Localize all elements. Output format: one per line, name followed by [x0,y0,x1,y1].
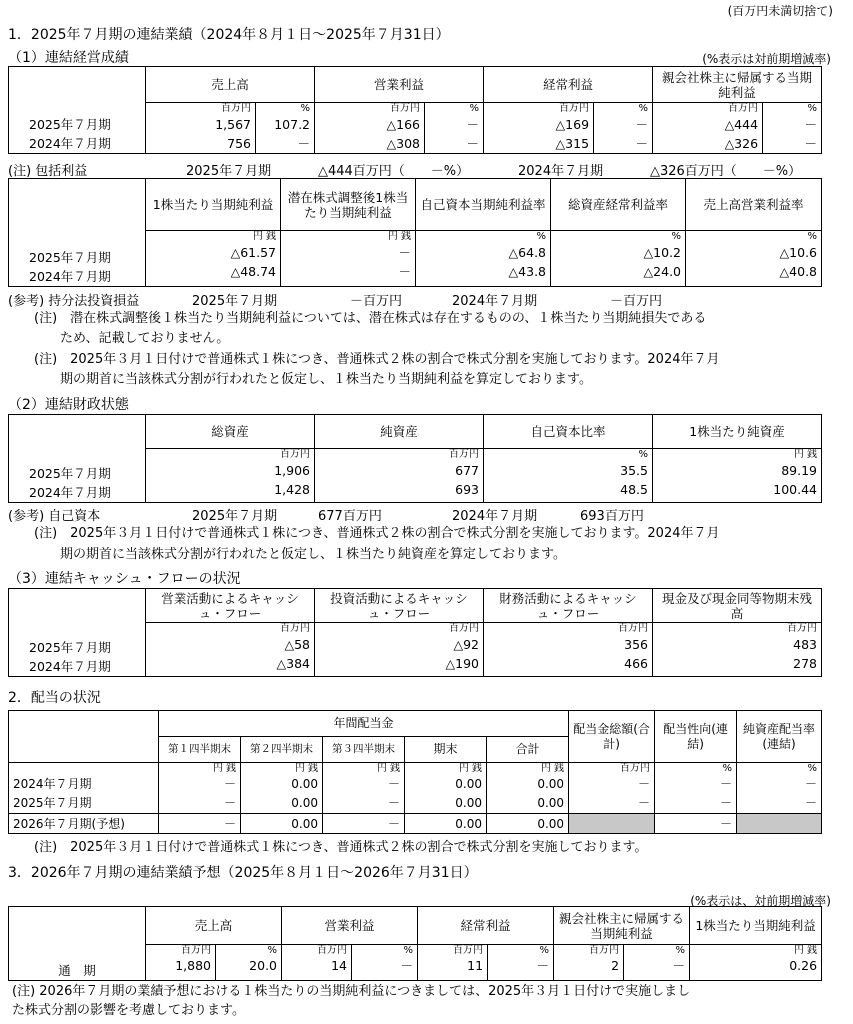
equity-year1: 2025年７月期 [192,509,278,524]
header-ordinary-income: 経常利益 [418,907,554,945]
unit-label: 百万円 [620,763,651,774]
cell-value: 107.2 [274,117,311,132]
corner-cell [9,67,146,103]
cell-value: △166 [386,117,421,132]
note-diluted-eps-2: ため、記載しておりません。 [60,331,230,346]
unit-label: 円 銭 [458,763,482,774]
unit-label: 百万円 [453,945,484,956]
unit-label: 円 銭 [793,945,818,956]
cell-value: － [805,777,818,791]
unit-label: % [469,103,480,114]
cell-value: － [159,814,241,834]
unit-label: 円 銭 [387,231,411,242]
cell-value: 677 [455,463,479,478]
cell-value: 0.00 [537,796,565,810]
unit-label: % [671,231,681,242]
unit-label: % [807,231,817,242]
equity-label: (参考) 自己資本 [8,509,101,524]
cell-value: － [536,958,550,973]
equity-year2: 2024年７月期 [452,509,538,524]
cell-value: 14 [331,958,348,973]
equity-method-label: (参考) 持分法投資損益 [8,294,140,309]
header-bps: 1株当たり純資産 [653,415,822,449]
cell-value: － [398,245,411,260]
unit-label: % [536,231,546,242]
note-forecast-eps-2: た株式分割の影響を考慮しております。 [12,1003,245,1018]
corner-cell [9,711,159,763]
equity-method-year1: 2025年７月期 [192,294,278,309]
cell-value: － [635,117,649,132]
row-label-2025: 2025年７月期 [29,250,111,265]
unit-label: 百万円 [449,449,479,460]
cell-value: △10.2 [643,245,681,260]
cell-value: 278 [793,656,817,671]
unit-label: % [638,449,648,460]
header-roa: 総資産経常利益率 [551,179,686,231]
corner-cell [9,415,146,449]
row-label-2024: 2024年７月期 [13,777,92,791]
unit-label: % [807,103,818,114]
operating-results-table [8,66,822,154]
unit-label: 円 銭 [294,763,318,774]
comprehensive-income-label: (注) 包括利益 [8,164,88,179]
heading-consolidated-results: 1．2025年７月期の連結業績（2024年８月１日～2025年７月31日） [8,27,450,43]
cell-value: － [297,136,311,151]
unit-label: % [807,763,818,774]
cell-value: － [466,136,480,151]
header-operating-cf: 営業活動によるキャッシュ・フロー [146,589,315,623]
header-financing-cf: 財務活動によるキャッシュ・フロー [484,589,653,623]
cell-value: △169 [555,117,590,132]
section-operating-results-title: （1）連結経営成績 [8,50,129,66]
corner-cell [9,907,146,945]
cell-value: △10.6 [779,245,817,260]
header-operating-income: 営業利益 [282,907,418,945]
section-forecast-title: 3．2026年７月期の連結業績予想（2025年８月１日～2026年７月31日） [8,865,478,881]
comprehensive-income-value2: △326百万円（ －%） [650,164,802,179]
row-labels [9,231,146,287]
cell-value: 1,567 [215,117,251,132]
cell-value: － [323,814,405,834]
row-label-2024: 2024年７月期 [29,659,111,674]
dividends-table [8,710,822,834]
header-diluted-eps: 潜在株式調整後1株当たり当期純利益 [281,179,416,231]
header-sales: 売上高 [146,67,315,103]
header-op-margin: 売上高営業利益率 [686,179,822,231]
cell-value: － [223,796,236,810]
unit-label: % [403,945,414,956]
unit-label: 円 銭 [376,763,400,774]
unit-label: 百万円 [221,103,251,114]
header-total: 合計 [487,737,569,763]
header-q3: 第３四半期末 [323,737,405,763]
cell-value: 693 [455,482,479,497]
row-label-2024: 2024年７月期 [29,136,111,151]
unit-label: 百万円 [589,945,620,956]
row-label-2025: 2025年７月期 [29,640,111,655]
header-total-dividend: 配当金総額(合計) [569,711,655,763]
comprehensive-income-year2: 2024年７月期 [518,164,604,179]
equity-value1: 677百万円 [318,509,382,524]
header-doe: 純資産配当率(連結) [737,711,822,763]
unit-label: % [539,945,550,956]
equity-method-value2: －百万円 [610,294,663,309]
cell-value: 48.5 [620,482,648,497]
header-payout-ratio: 配当性向(連結) [655,711,737,763]
cell-value: 0.26 [789,958,818,973]
header-equity-ratio: 自己資本比率 [484,415,653,449]
row-labels [9,623,146,677]
section-financial-position-title: （2）連結財政状態 [8,397,129,413]
cell-value: 1,428 [274,482,310,497]
unit-label: % [638,103,649,114]
cell-value: △58 [284,637,310,652]
section-cash-flow-title: （3）連結キャッシュ・フローの状況 [8,571,241,587]
cell-value: 0.00 [455,777,482,791]
header-net-income: 親会社株主に帰属する当期純利益 [653,67,822,103]
row-label-2025: 2025年７月期 [29,117,111,132]
cell-value: △40.8 [779,264,817,279]
note-bps-split-2: 期の期首に当該株式分割が行われたと仮定し、１株当たり純資産を算定しております。 [60,547,566,562]
cell-value: － [720,796,733,810]
cell-value: － [805,796,818,810]
cell-value: △190 [445,656,479,671]
financial-position-table [8,414,822,503]
cash-flow-table [8,588,822,677]
cell-value: － [387,796,400,810]
cell-value: 1,906 [274,463,310,478]
unit-label: 円 銭 [212,763,236,774]
row-label-2024: 2024年７月期 [29,269,111,284]
cell-value: － [672,958,686,973]
note-bps-split-1: (注) 2025年３月１日付けで普通株式１株につき、普通株式２株の割合で株式分割を実施しております。2024年７月 [34,526,720,541]
unit-label: 百万円 [559,103,590,114]
unit-label: 百万円 [618,623,648,634]
cell-value: － [804,136,818,151]
cell-value: 1,880 [175,958,211,973]
cell-value: － [635,136,649,151]
comprehensive-income-value1: △444百万円（ －%） [318,164,470,179]
cell-value: － [400,958,414,973]
cell-value: － [398,264,411,279]
per-share-table [8,178,822,287]
row-label-full-year: 通 期 [9,945,146,981]
cell-value: － [655,814,737,834]
cell-value: 0.00 [241,814,323,834]
unit-label: % [267,945,278,956]
cell-value: 20.0 [249,958,278,973]
cell-value: － [638,777,651,791]
unit-label: % [675,945,686,956]
cell-value: － [638,796,651,810]
header-operating-income: 営業利益 [315,67,484,103]
cell-value: 0.00 [487,814,569,834]
cell-value: △315 [555,136,590,151]
note-dividend-split: (注) 2025年３月１日付けで普通株式１株につき、普通株式２株の割合で株式分割を実施しております。 [34,840,648,855]
note-stock-split-2: 期の期首に当該株式分割が行われたと仮定し、１株当たり当期純利益を算定しております。 [60,372,592,387]
unit-label: 百万円 [449,623,479,634]
unit-label: 百万円 [280,449,310,460]
cell-value: 89.19 [781,463,817,478]
forecast-pct-note: (%表示は、対前期増減率) [690,894,831,908]
cell-value: － [387,777,400,791]
note-diluted-eps-1: (注) 潜在株式調整後１株当たり当期純利益については、潜在株式は存在するものの、１株当たり当期純損失である [34,311,707,326]
header-net-assets: 純資産 [315,415,484,449]
header-eps: 1株当たり当期純利益 [690,907,822,945]
header-total-assets: 総資産 [146,415,315,449]
note-stock-split-1: (注) 2025年３月１日付けで普通株式１株につき、普通株式２株の割合で株式分割を実施しております。2024年７月 [34,352,720,367]
row-labels [9,449,146,503]
header-q1: 第１四半期末 [159,737,241,763]
row-label-2025: 2025年７月期 [29,466,111,481]
header-annual-dividend: 年間配当金 [159,711,569,737]
cell-value: 11 [467,958,484,973]
header-year-end: 期末 [405,737,487,763]
cell-value: － [804,117,818,132]
cell-value: △308 [386,136,421,151]
cell-value: － [720,777,733,791]
header-sales: 売上高 [146,907,282,945]
header-roe: 自己資本当期純利益率 [416,179,551,231]
header-ordinary-income: 経常利益 [484,67,653,103]
cell-value: 0.00 [455,796,482,810]
unit-label: 百万円 [728,103,759,114]
cell-value: 35.5 [620,463,648,478]
cell-value: △444 [724,117,759,132]
cell-value: 0.00 [537,777,565,791]
note-forecast-eps-1: (注) 2026年７月期の業績予想における１株当たりの当期純利益につきましては、2025年３月１日付けで実施しまし [12,984,691,999]
pct-note: (%表示は対前期増減率) [702,52,831,66]
cell-value: △61.57 [230,245,276,260]
row-label-2024: 2024年７月期 [29,485,111,500]
shaded-cell [737,814,822,834]
unit-label: % [722,763,733,774]
cell-value: 2 [611,958,620,973]
cell-value: △48.74 [230,264,276,279]
comprehensive-income-year1: 2025年７月期 [186,164,272,179]
cell-value: 756 [227,136,251,151]
cell-value: 0.00 [405,814,487,834]
cell-value: 466 [624,656,648,671]
row-label-2025: 2025年７月期 [13,796,92,810]
cell-value: 100.44 [773,482,817,497]
header-investing-cf: 投資活動によるキャッシュ・フロー [315,589,484,623]
unit-label: 円 銭 [540,763,565,774]
cell-value: 0.00 [291,777,318,791]
corner-cell [9,179,146,231]
equity-method-value1: －百万円 [350,294,403,309]
row-labels [9,763,159,814]
forecast-table [8,906,822,981]
corner-cell [9,589,146,623]
header-cash-balance: 現金及び現金同等物期末残高 [653,589,822,623]
cell-value: △384 [276,656,310,671]
header-eps: 1株当たり当期純利益 [146,179,281,231]
equity-method-year2: 2024年７月期 [452,294,538,309]
equity-value2: 693百万円 [580,509,644,524]
cell-value: △326 [724,136,759,151]
unit-label: 円 銭 [793,449,817,460]
header-q2: 第２四半期末 [241,737,323,763]
unit-label: 百万円 [280,623,310,634]
cell-value: － [466,117,480,132]
header-net-income: 親会社株主に帰属する当期純利益 [554,907,690,945]
unit-label: 百万円 [787,623,817,634]
cell-value: △24.0 [643,264,681,279]
unit-label: % [300,103,311,114]
cell-value: 0.00 [291,796,318,810]
cell-value: 483 [793,637,817,652]
shaded-cell [569,814,655,834]
unit-label: 百万円 [181,945,211,956]
section-dividends-title: 2．配当の状況 [8,690,101,706]
unit-label: 円 銭 [252,231,276,242]
unit-label: 百万円 [317,945,348,956]
row-labels [9,103,146,154]
cell-value: △92 [453,637,479,652]
row-label-2026-forecast: 2026年７月期(予想) [9,814,159,834]
unit-note: (百万円未満切捨て) [727,4,833,18]
unit-label: 百万円 [390,103,421,114]
cell-value: △64.8 [508,245,546,260]
cell-value: 356 [624,637,648,652]
cell-value: △43.8 [508,264,546,279]
cell-value: － [223,777,236,791]
